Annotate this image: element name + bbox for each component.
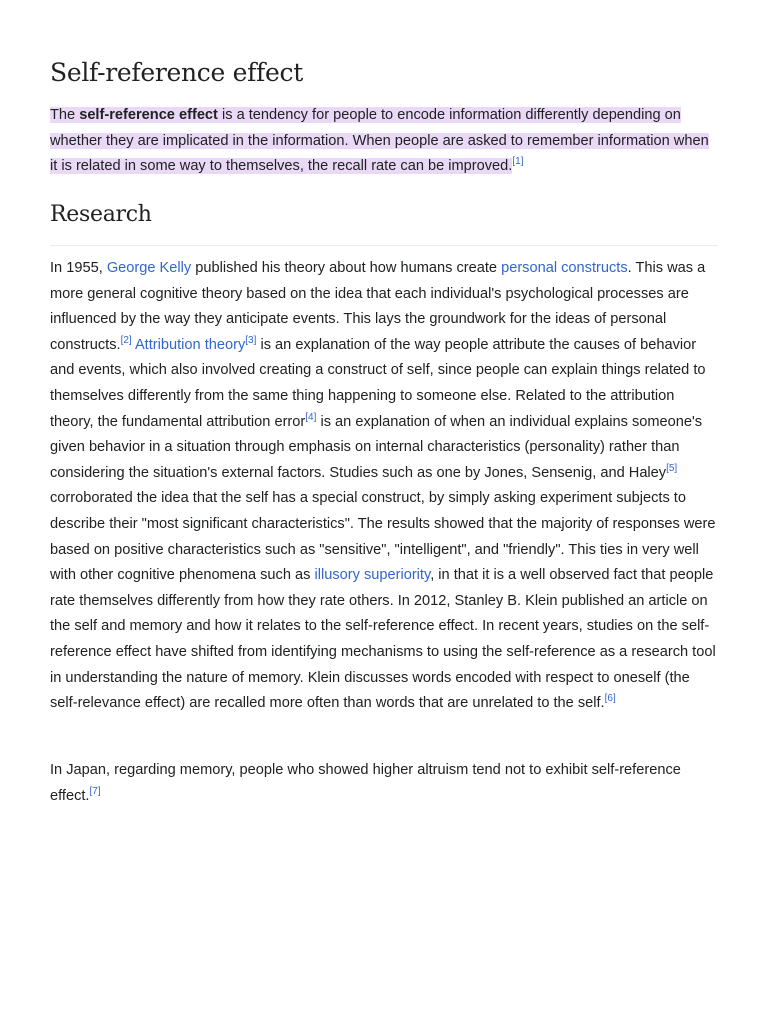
- citation-link-1[interactable]: [1]: [512, 156, 524, 168]
- link-attribution-theory[interactable]: Attribution theory: [134, 336, 246, 353]
- citation-link-2[interactable]: [2]: [120, 334, 132, 346]
- paragraph-text: In 1955,: [50, 260, 107, 276]
- link-personal-constructs[interactable]: personal constructs: [501, 260, 628, 276]
- section-heading-research: Research: [50, 202, 152, 227]
- lead-paragraph: [50, 103, 718, 180]
- paragraph-text: In Japan, regarding memory, people who showed higher altruism tend not to exhibit self-reference effect.: [50, 762, 681, 804]
- paragraph-text: is an explanation of when an individual explains someone's given behavior in a situation through emphasis on internal characteristics (personality) rather than considering the situation's external factors. Studies such as one by Jones, Sensenig, and Haley: [50, 413, 703, 481]
- paragraph-text: is an explanation of the way people attribute the causes of behavior and events, which also involved creating a construct of self, since people can explain things related to themselves differently from the same thing happening to someone else. Related to the attribution theory, the fundamental attribution error: [50, 336, 706, 430]
- link-george-kelly[interactable]: George Kelly: [106, 260, 192, 276]
- paragraph-text: corroborated the idea that the self has a special construct, by simply asking experiment subjects to describe their "most significant characteristics". The results showed that the majority of responses were based on positive characteristics such as "sensitive", "intelligent", and "friendly". This ties in very well with other cognitive phenomena such as: [50, 490, 716, 584]
- page-title: Self-reference effect: [50, 58, 303, 87]
- research-paragraph-1: [50, 256, 718, 717]
- citation-link-5[interactable]: [5]: [666, 462, 678, 474]
- lead-highlight: [50, 107, 709, 174]
- citation-link-6[interactable]: [6]: [604, 693, 616, 705]
- section-divider: [50, 245, 718, 246]
- paragraph-text: . This was a more general cognitive theory based on the idea that each individual's psychological processes are influenced by the way they anticipate events. This lays the groundwork for the ideas of personal constructs.: [50, 260, 706, 353]
- paragraph-text: published his theory about how humans create: [191, 260, 502, 276]
- paragraph-text: , in that it is a well observed fact that people rate themselves differently from how they rate others. In 2012, Stanley B. Klein published an article on the self and memory and how it relates to the self-reference effect. In recent years, studies on the self-reference effect have shifted from identifying mechanisms to using the self-reference as a research tool in understanding the nature of memory. Klein discusses words encoded with respect to oneself (the self-relevance effect) are recalled more often than words that are unrelated to the self.: [50, 567, 716, 712]
- citation-link-7[interactable]: [7]: [89, 785, 101, 797]
- lead-bold-term: self-reference effect: [79, 107, 218, 123]
- lead-text: The: [50, 107, 80, 123]
- citation-link-3[interactable]: [3]: [245, 334, 257, 346]
- citation-link-4[interactable]: [4]: [305, 411, 317, 423]
- lead-text: is a tendency for people to encode information differently depending on whether they are implicated in the information. When people are asked to remember information when it is related in some way to themselves, the recall rate can be improved.: [50, 107, 709, 175]
- link-illusory-superiority[interactable]: illusory superiority: [314, 567, 431, 584]
- research-paragraph-2: [50, 758, 718, 809]
